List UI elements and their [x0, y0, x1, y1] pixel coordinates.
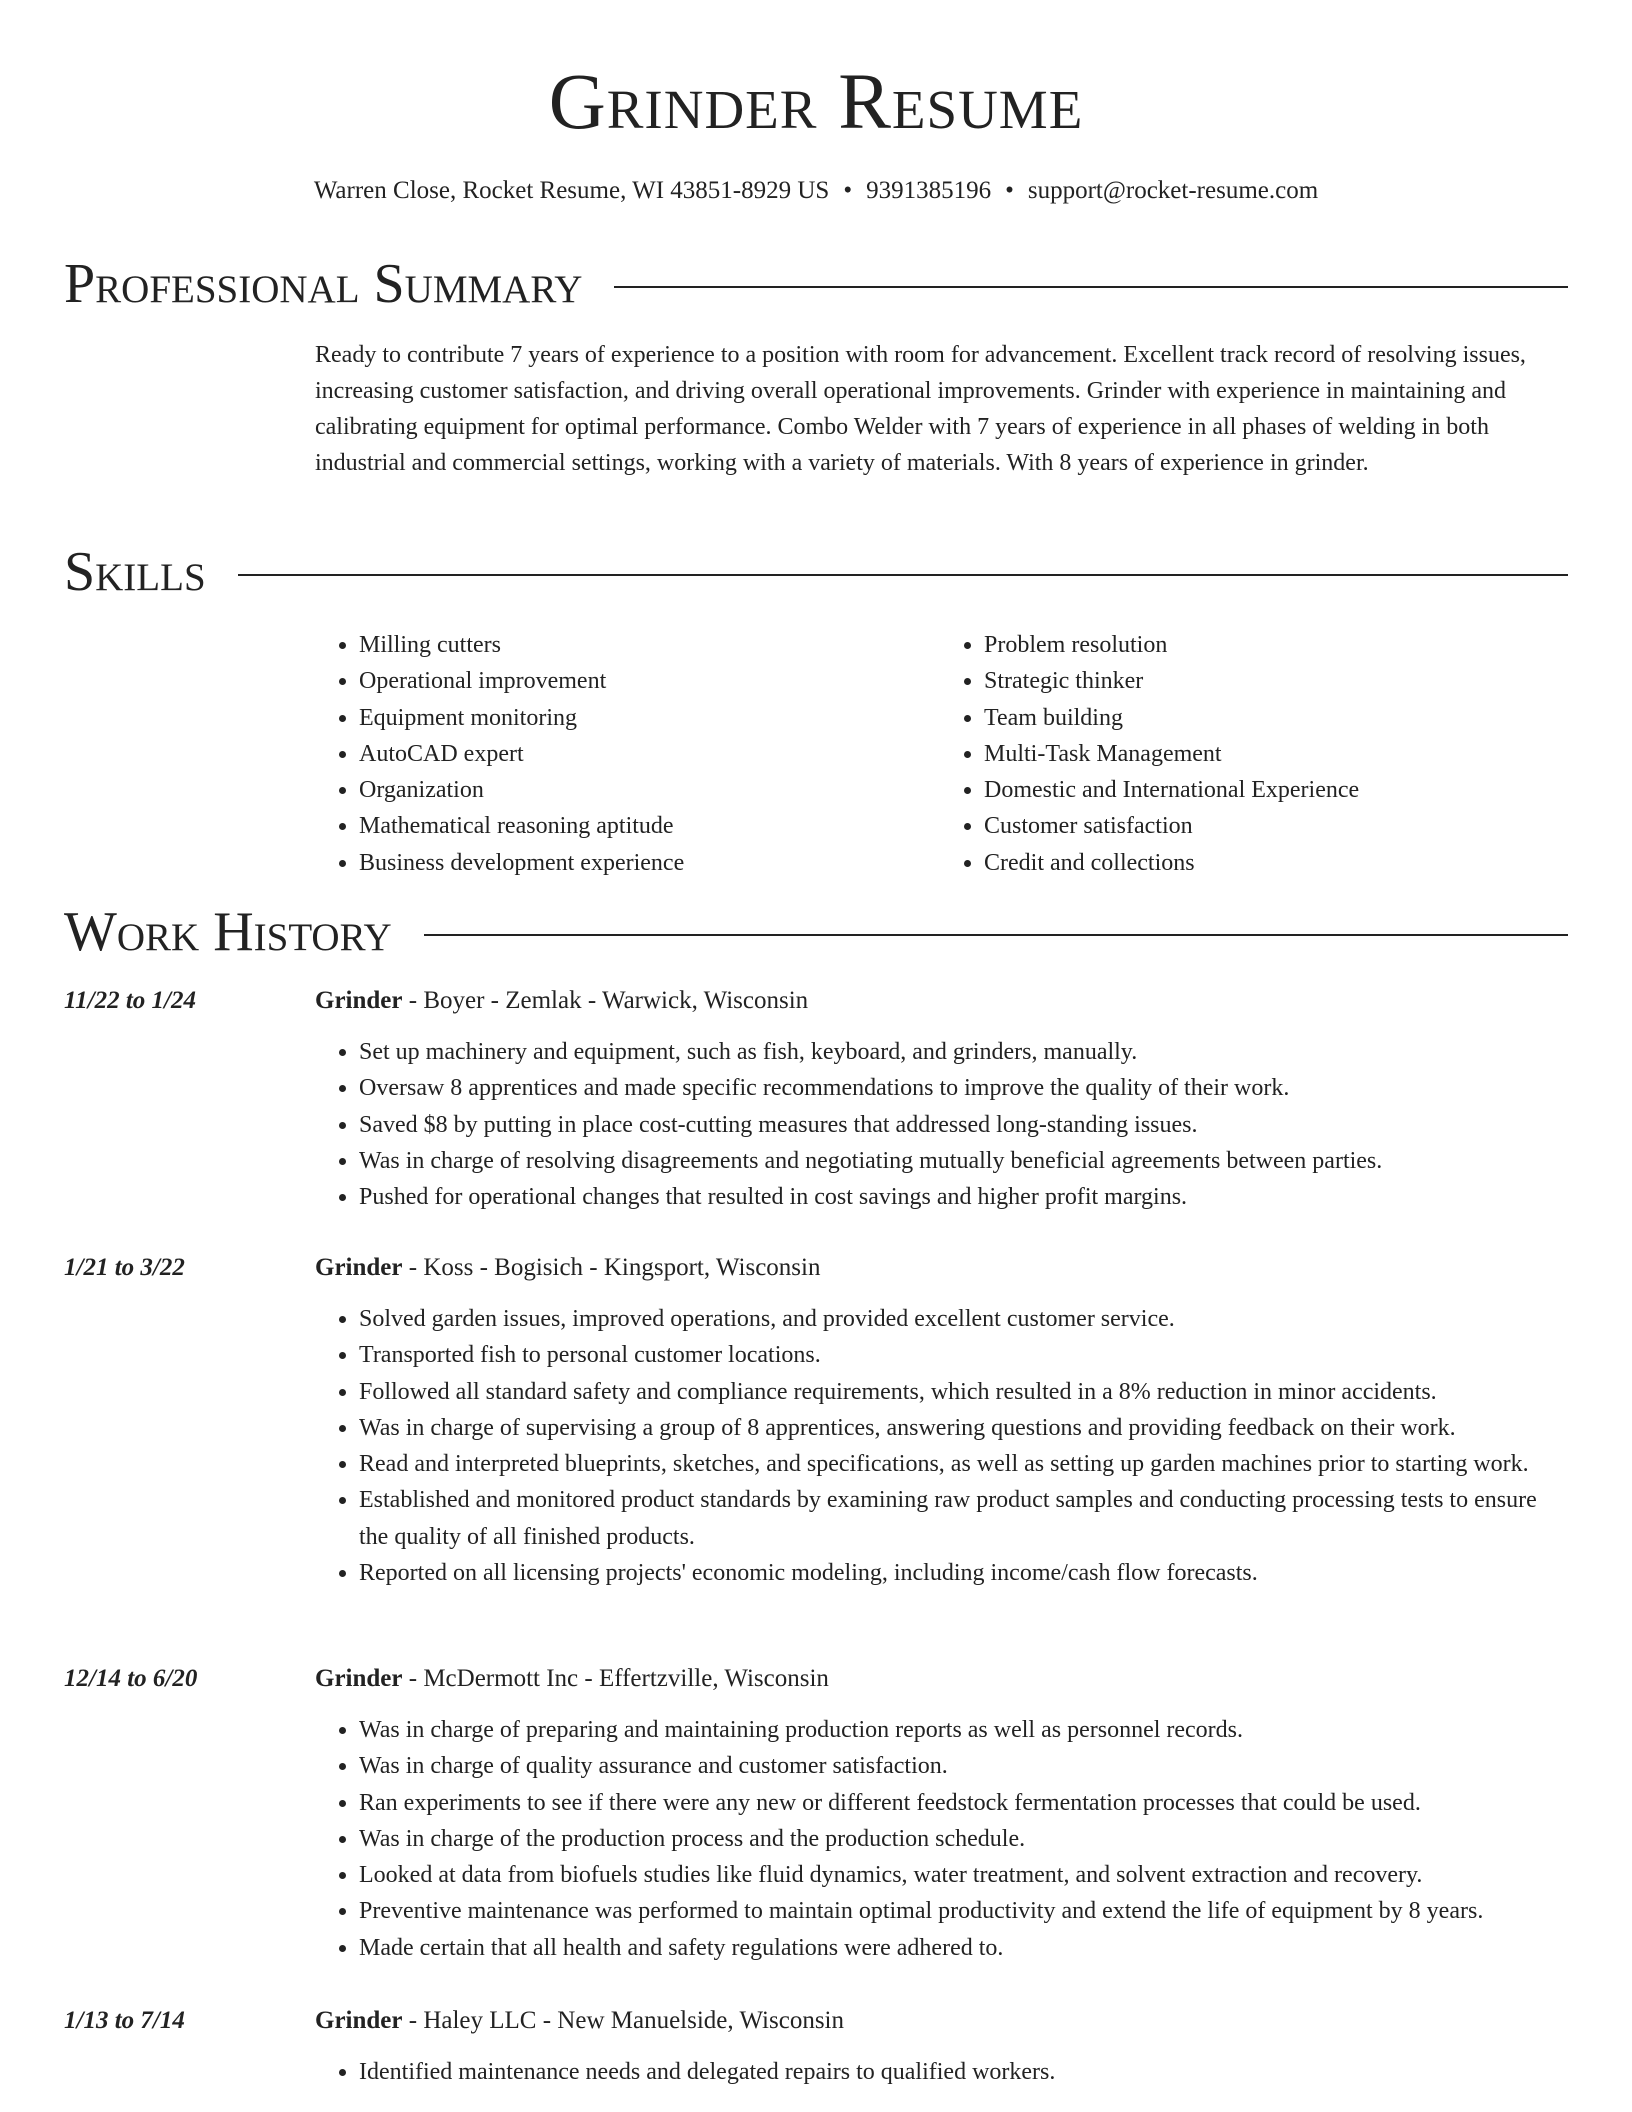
job-employer: - Haley LLC - New Manuelside, Wisconsin: [402, 2007, 844, 2034]
skills-title: Skills: [64, 541, 206, 603]
skill-item: • Mathematical reasoning aptitude: [359, 808, 940, 844]
skills-column-left: [315, 627, 940, 881]
job-heading: [315, 2004, 844, 2038]
job-duty: • Reported on all licensing projects' economic modeling, including income/cash flow forecasts.: [359, 1555, 1565, 1591]
job-duty: • Was in charge of resolving disagreements and negotiating mutually beneficial agreements between parties.: [359, 1143, 1565, 1179]
job-duties: [315, 2054, 1565, 2090]
job-duty: • Read and interpreted blueprints, sketches, and specifications, as well as setting up garden machines prior to starting work.: [359, 1446, 1565, 1482]
job-duty: • Set up machinery and equipment, such as fish, keyboard, and grinders, manually.: [359, 1034, 1565, 1070]
job-employer: - Boyer - Zemlak - Warwick, Wisconsin: [402, 987, 809, 1014]
skill-item: • Customer satisfaction: [984, 808, 1565, 844]
job-duty: • Followed all standard safety and compliance requirements, which resulted in a 8% reduction in minor accidents.: [359, 1374, 1565, 1410]
section-divider: [424, 934, 1568, 936]
contact-separator: •: [843, 177, 853, 204]
job-duty: • Identified maintenance needs and delegated repairs to qualified workers.: [359, 2054, 1565, 2090]
skills-column-right: [940, 627, 1565, 881]
skill-item: • Problem resolution: [984, 627, 1565, 663]
skill-item: • Business development experience: [359, 845, 940, 881]
job-duty: • Preventive maintenance was performed to maintain optimal productivity and extend the life of equipment by 8 years.: [359, 1893, 1565, 1929]
contact-line: [0, 174, 1632, 208]
job-heading: [315, 1662, 829, 1696]
contact-phone: 9391385196: [866, 177, 992, 204]
job-heading: [315, 984, 808, 1018]
skill-item: • Equipment monitoring: [359, 700, 940, 736]
job-position: Grinder: [315, 987, 403, 1014]
job-employer: - McDermott Inc - Effertzville, Wisconsin: [402, 1665, 829, 1692]
contact-email: support@rocket-resume.com: [1027, 177, 1319, 204]
skills-section-header: [64, 540, 1568, 604]
job-employer: - Koss - Bogisich - Kingsport, Wisconsin: [402, 1254, 821, 1281]
job-duty: • Established and monitored product standards by examining raw product samples and conducting processing tests to ensure the quality of all finished products.: [359, 1482, 1565, 1555]
job-duty: • Was in charge of the production process and the production schedule.: [359, 1821, 1565, 1857]
skill-item: • Strategic thinker: [984, 663, 1565, 699]
summary-section-header: [64, 252, 1568, 316]
job-duty: • Was in charge of supervising a group of 8 apprentices, answering questions and providing feedback on their work.: [359, 1410, 1565, 1446]
job-position: Grinder: [315, 2007, 403, 2034]
contact-separator: •: [1005, 177, 1014, 204]
job-duty: • Looked at data from biofuels studies like fluid dynamics, water treatment, and solvent extraction and recovery.: [359, 1857, 1565, 1893]
job-dates: 1/21 to 3/22: [64, 1254, 185, 1281]
job-duties: [315, 1712, 1565, 1966]
job-position: Grinder: [315, 1254, 403, 1281]
job-dates: 12/14 to 6/20: [64, 1665, 198, 1692]
work-section-header: [64, 900, 1568, 964]
job-heading: [315, 1251, 820, 1285]
skill-item: • Operational improvement: [359, 663, 940, 699]
job-duty: • Was in charge of quality assurance and customer satisfaction.: [359, 1748, 1565, 1784]
skill-item: • Team building: [984, 700, 1565, 736]
skill-item: • Domestic and International Experience: [984, 772, 1565, 808]
skill-item: • AutoCAD expert: [359, 736, 940, 772]
job-duty: • Saved $8 by putting in place cost-cutting measures that addressed long-standing issues.: [359, 1107, 1565, 1143]
job-duties: [315, 1301, 1565, 1591]
summary-text: Ready to contribute 7 years of experience to a position with room for advancement. Excellent track record of resolving issues, increasing customer satisfaction, and driving overall operational improvements. Grinder with experience in maintaining and calibrating equipment for optimal performance. Combo Welder with 7 years of experience in all phases of welding in both industrial and commercial settings, working with a variety of materials. With 8 years of experience in grinder.: [315, 342, 1526, 476]
job-duty: • Pushed for operational changes that resulted in cost savings and higher profit margins.: [359, 1179, 1565, 1215]
job-dates: 1/13 to 7/14: [64, 2007, 185, 2034]
summary-title: Professional Summary: [64, 253, 583, 315]
job-duty: • Made certain that all health and safety regulations were adhered to.: [359, 1930, 1565, 1966]
job-duty: • Oversaw 8 apprentices and made specific recommendations to improve the quality of their work.: [359, 1070, 1565, 1106]
section-divider: [238, 574, 1568, 576]
job-duty: • Transported fish to personal customer locations.: [359, 1337, 1565, 1373]
skill-item: • Organization: [359, 772, 940, 808]
section-divider: [614, 286, 1568, 288]
resume-name: Grinder Resume: [548, 59, 1084, 146]
job-duty: • Solved garden issues, improved operations, and provided excellent customer service.: [359, 1301, 1565, 1337]
skill-item: • Credit and collections: [984, 845, 1565, 881]
job-duties: [315, 1034, 1565, 1215]
job-dates: 11/22 to 1/24: [64, 987, 196, 1014]
work-title: Work History: [64, 901, 392, 963]
job-duty: • Was in charge of preparing and maintaining production reports as well as personnel records.: [359, 1712, 1565, 1748]
contact-address: Warren Close, Rocket Resume, WI 43851-8929 US: [313, 177, 830, 204]
skills-list: [315, 627, 1565, 881]
skill-item: • Multi-Task Management: [984, 736, 1565, 772]
job-duty: • Ran experiments to see if there were any new or different feedstock fermentation processes that could be used.: [359, 1785, 1565, 1821]
job-position: Grinder: [315, 1665, 403, 1692]
skill-item: • Milling cutters: [359, 627, 940, 663]
